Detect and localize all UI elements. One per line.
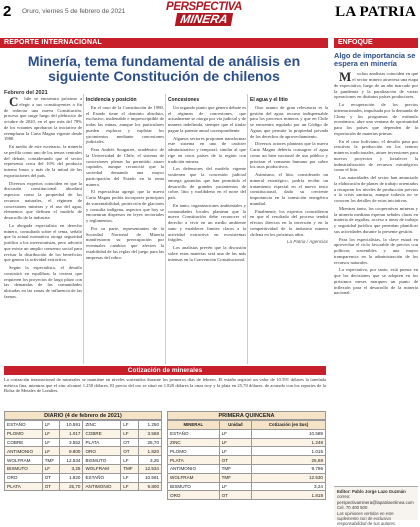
table-cell: 25,68 [252, 456, 326, 465]
table-cell: ZINC [83, 421, 121, 430]
table-cell: OT [219, 491, 252, 500]
table-row [168, 447, 326, 456]
article-paragraph: Un segundo punto que genera debate es el régimen de concesiones, que actualmente se otorga por vía judicial y de manera indefinida, siempre que el titular pague la patente anual correspondiente. [168, 104, 246, 133]
editor-box [334, 486, 418, 527]
editor-email: correo: perspectivaminera@lapatriaenlinea.com [337, 494, 414, 505]
table-cell: BISMUTO [168, 482, 220, 491]
article-column-4 [250, 96, 328, 364]
table-cell: ESTAÑO [168, 429, 220, 438]
table-header-cell: Cotización (en $us) [252, 421, 326, 430]
article-column-2 [86, 96, 164, 364]
table-cell: ANTIMONIO [83, 482, 121, 491]
table-cell: WOLFRAM [168, 473, 220, 482]
table-cell: LF [219, 429, 252, 438]
table-row [168, 464, 326, 473]
supplement-logo [162, 1, 246, 35]
edition-date: Oruro, viernes 5 de febrero de 2021 [22, 8, 126, 15]
sidebar-paragraph: La expectativa, por tanto, está puesta en que las decisiones que se adopten en los próximos meses marquen un punto de inflexión para el desarrollo de la minería nacional. [334, 267, 418, 296]
table-row [168, 438, 326, 447]
table-row [5, 482, 162, 491]
table-cell: OT [42, 482, 60, 491]
table-cell: COBRE [83, 429, 121, 438]
table-cell: PLATA [5, 482, 43, 491]
table-cell: WOLFRAM [5, 456, 43, 465]
article-subheading: Concesiones [168, 97, 200, 103]
article-paragraph: En el caso de la Constitución de 1980, el Estado tiene el dominio absoluto, exclusivo, inalienable e imprescriptible de todas las minas, aunque los particulares pueden explorar y explotar los yacimientos mediante concesiones judiciales. [86, 104, 164, 145]
table-cell: 25,70 [138, 438, 161, 447]
table-cell: LF [121, 421, 139, 430]
sidebar-label: ENFOQUE [338, 39, 373, 46]
table-cell: ESTAÑO [83, 473, 121, 482]
table-cell: LF [121, 429, 139, 438]
table-row [168, 456, 326, 465]
table-cell: OT [42, 473, 60, 482]
supplement-logo-bottom: MINERA [175, 13, 233, 26]
sidebar-paragraph: Muchos analistas coinciden en que el sector minero atraviesa una etapa de expectativa, luego de un año marcado por la pandemia y la paralización de varias operaciones en distintos países productores. [334, 69, 418, 100]
article-paragraph: Para Andrés Sougarret, académico de la Universidad de Chile, el sistema de concesiones plenas ha permitido atraer capitales, aunque reconoció que la sociedad demanda una mayor participación del Estado en la renta minera. [86, 147, 164, 187]
table-cell: TMF [42, 456, 60, 465]
table-row [168, 473, 326, 482]
article-subheading: El agua y el litio [250, 97, 288, 103]
table-cell: LF [42, 421, 60, 430]
table-cell: LF [42, 429, 60, 438]
table-cell: 3,25 [138, 456, 161, 465]
article-paragraph: Diversos actores plantean que la nueva Carta Magna debería consagrar el agua como un bien nacional de uso público y priorizar el consumo humano por sobre los usos productivos. [250, 141, 328, 170]
table-row [5, 438, 162, 447]
daily-quotes-table [4, 411, 162, 491]
article-paragraph: Algunos sectores proponen transformar este sistema en uno de carácter administrativo y temporal, similar al que rige en otros países de la región con tradición minera. [168, 135, 246, 164]
sidebar-body [334, 71, 418, 433]
table-cell: TMF [219, 464, 252, 473]
article-column-1 [4, 96, 82, 364]
table-cell: 3,25 [60, 464, 83, 473]
fortnight-quotes-grid [167, 420, 326, 500]
table-cell: PLOMO [5, 429, 43, 438]
article-paragraph: Asimismo, el litio, considerado un mineral estratégico, podría recibir un tratamiento especial en el nuevo texto constitucional, dada su creciente importancia en la transición energética mundial. [250, 172, 328, 206]
table-row [5, 456, 162, 465]
table-cell: 10.589 [252, 429, 326, 438]
table-cell: TMF [219, 473, 252, 482]
daily-quotes-caption: DIARIO (4 de febrero de 2021) [4, 411, 162, 420]
article-paragraph: Los analistas prevén que la discusión sobre estas materias será una de las más intensas en la Convención Constitucional. [168, 245, 246, 262]
sidebar-paragraph: Mientras tanto, las cooperativas mineras y la minería mediana esperan señales claras en materia de regalías, acceso a áreas de trabajo y seguridad jurídica que permitan planificar sus actividades durante la presente gestión. [334, 205, 418, 234]
table-cell: LF [219, 438, 252, 447]
table-cell: COBRE [5, 438, 43, 447]
sidebar-label-bar [334, 38, 418, 48]
table-cell: BISMUTO [5, 464, 43, 473]
sidebar-paragraph: La recuperación de los precios internacionales, impulsada por la demanda de China y los programas de estímulo económico, abre una ventana de oportunidad para los países que dependen de la exportación de materias primas. [334, 102, 418, 136]
table-cell: 1.017 [60, 429, 83, 438]
page-header [0, 0, 420, 40]
supplement-logo-top: PERSPECTIVA [166, 1, 242, 13]
editor-note: Las opiniones vertidas en este suplemento son de exclusiva responsabilidad de sus autores. [337, 510, 397, 527]
table-cell: 9.795 [252, 464, 326, 473]
table-cell: 3.568 [138, 429, 161, 438]
table-cell: 9.800 [138, 482, 161, 491]
article-paragraph: Por su parte, representantes de la Sociedad Nacional de Minería manifestaron su preocupación por eventuales cambios que afecten la estabilidad de las reglas del juego para las empresas del rubro. [86, 225, 164, 260]
table-cell: ESTAÑO [5, 421, 43, 430]
table-row [5, 421, 162, 430]
column-divider [165, 94, 166, 364]
section-bar [0, 38, 328, 48]
article-paragraph: El especialista agregó que la nueva Carta Magna podría incorporar principios de sustentabilidad, protección de glaciares y consulta indígena, aspectos que hoy se encuentran dispersos en leyes sectoriales y reglamentos. [86, 189, 164, 223]
article-paragraph: En medio de este escenario, la minería se perfila como uno de los temas centrales del debate, considerando que el sector representa cerca del 10% del producto interno bruto y más de la mitad de las exportaciones del país. [4, 144, 82, 178]
table-cell: 9.800 [60, 447, 83, 456]
fortnight-quotes-caption: PRIMERA QUINCENA [167, 411, 326, 420]
article-paragraph: Según la especialista, el desafío consistirá en equilibrar la certeza que requieren los proyectos de largo plazo con las demandas de las comunidades ubicadas en las zonas de influencia de las faenas. [4, 265, 82, 299]
table-cell: LF [121, 456, 139, 465]
table-cell: ORO [83, 447, 121, 456]
section-label: REPORTE INTERNACIONAL [4, 39, 102, 46]
article-date: Febrero del 2021 [4, 90, 48, 96]
table-cell: PLOMO [168, 447, 220, 456]
daily-quotes-grid [4, 420, 162, 491]
fortnight-quotes-table [167, 411, 326, 500]
article-paragraph: Finalmente, los expertos coincidieron en que el resultado del proceso tendrá efectos directos en la inversión y en la competitividad de la industria minera chilena en los próximos años. [250, 208, 328, 237]
editor-phone: Cel. 70 400 500 [337, 505, 368, 511]
column-divider [247, 94, 248, 364]
table-cell: LF [42, 447, 60, 456]
table-cell: LF [42, 438, 60, 447]
page-number: 2 [3, 3, 12, 20]
table-cell: LF [219, 482, 252, 491]
table-cell: 25,70 [60, 482, 83, 491]
table-cell: 1.820 [138, 447, 161, 456]
sidebar-paragraph: Las autoridades del sector han anunciado la elaboración de planes de trabajo orientados a recuperar los niveles de producción previos a la crisis sanitaria, aunque todavía no se conocen los detalles de estas iniciativas. [334, 175, 418, 204]
minerals-intro: La cotización internacional de minerales se mantiene en niveles sostenidos durante los primeros días de febrero. El estaño registró un valor de 10.591 dólares la tonelada métrica fina, mientras que el zinc alcanzó 1.250 dólares. El precio del oro se situó en 1.820 dólares la onza troy y la plata en 25,70 dólares, de acuerdo con los reportes de la Bolsa de Metales de Londres. [4, 377, 326, 394]
table-row [168, 482, 326, 491]
table-cell: 1.818 [252, 491, 326, 500]
table-cell: LF [219, 447, 252, 456]
article-subheading: Incidencia y posición [86, 97, 137, 103]
table-cell: 10.591 [138, 473, 161, 482]
table-cell: LF [121, 482, 139, 491]
table-cell: LF [121, 473, 139, 482]
table-cell: 12.530 [252, 473, 326, 482]
table-row [5, 447, 162, 456]
table-header-cell: Unidad [219, 421, 252, 430]
article-paragraph: En tanto, organizaciones ambientales y comunidades locales plantean que la nueva Constitución debe reconocer el derecho a vivir en un medio ambiente sano y establecer límites claros a la actividad extractiva en ecosistemas frágiles. [168, 202, 246, 243]
table-header-cell: MINERAL [168, 421, 220, 430]
table-cell: ZINC [168, 438, 220, 447]
table-cell: ANTIMONIO [168, 464, 220, 473]
column-divider [83, 94, 84, 364]
article-paragraph: Otro asunto de gran relevancia es la gestión del agua, recurso indispensable para los procesos mineros y que en Chile se encuentra regulado por un Código de Aguas que permite la propiedad privada de los derechos de aprovechamiento. [250, 104, 328, 139]
table-row [5, 429, 162, 438]
sidebar [334, 38, 418, 527]
article-headline: Minería, tema fundamental de análisis en siguiente Constitución de chilenos [27, 53, 301, 84]
article-column-3 [168, 96, 246, 364]
table-cell: 1.015 [252, 447, 326, 456]
article-paragraph: Los defensores del modelo vigente sostienen que la concesión judicial entrega garantías que han permitido el desarrollo de grandes yacimientos de cobre, litio y molibdeno en el norte del país. [168, 166, 246, 200]
table-cell: 3,24 [252, 482, 326, 491]
table-cell: OT [121, 438, 139, 447]
table-cell: ANTIMONIO [5, 447, 43, 456]
table-cell: 12.534 [60, 456, 83, 465]
table-cell: ORO [5, 473, 43, 482]
article-paragraph: La abogada especialista en derecho minero, consultada sobre el tema, señaló que la actual normativa otorga seguridad jurídica a los inversionistas, pero advirtió que existe un amplio consenso social para revisar la distribución de los beneficios que genera la actividad extractiva. [4, 222, 82, 263]
sidebar-headline: Algo de importancia se espera en minería [334, 51, 416, 69]
table-cell: 1.248 [252, 438, 326, 447]
table-cell: ORO [168, 491, 220, 500]
table-row [5, 473, 162, 482]
table-cell: LF [42, 464, 60, 473]
newspaper-name: LA PATRIA [335, 4, 416, 20]
table-row [168, 429, 326, 438]
minerals-title: Cotización de minerales [127, 367, 203, 374]
table-cell: 1.820 [60, 473, 83, 482]
table-row [168, 491, 326, 500]
table-cell: PLATA [168, 456, 220, 465]
editor-name: Editor: Pablo Jorge Lazo Guzmán [337, 489, 406, 494]
table-cell: OT [121, 447, 139, 456]
article-paragraph: Chile se encuentra próximo a elegir a sus constituyentes a fin de redactar una nueva Constitución, proceso que surge luego del plebiscito de octubre de 2020, en el que más del 78% de los votantes aprobaron la iniciativa de reemplazar la Carta Magna vigente desde 1980. [4, 94, 82, 142]
table-cell: 10.591 [60, 421, 83, 430]
table-cell: 1.250 [138, 421, 161, 430]
table-cell: OT [219, 456, 252, 465]
sidebar-paragraph: En el caso boliviano, el desafío pasa por reactivar la producción en los centros mineros tradicionales, atraer inversiones para nuevos proyectos y fortalecer la industrialización de recursos estratégicos como el litio. [334, 138, 418, 173]
sidebar-paragraph: Para los especialistas, la clave estará en aprovechar el ciclo favorable de precios con políticas sostenibles y una mayor transparencia en la administración de los recursos naturales. [334, 236, 418, 265]
minerals-title-bar [4, 366, 326, 375]
table-row [5, 464, 162, 473]
article-byline: La Patria / Agencias [287, 239, 328, 245]
table-cell: TMF [121, 464, 139, 473]
article-paragraph: Diversos expertos coinciden en que la discusión constitucional abordará aspectos como la propiedad de los recursos naturales, el régimen de concesiones mineras y el uso del agua, elementos que definen el modelo de desarrollo de la industria. [4, 180, 82, 220]
table-cell: WOLFRAM [83, 464, 121, 473]
table-cell: PLATA [83, 438, 121, 447]
table-cell: BISMUTO [83, 456, 121, 465]
table-cell: 12.534 [138, 464, 161, 473]
table-cell: 3.552 [60, 438, 83, 447]
